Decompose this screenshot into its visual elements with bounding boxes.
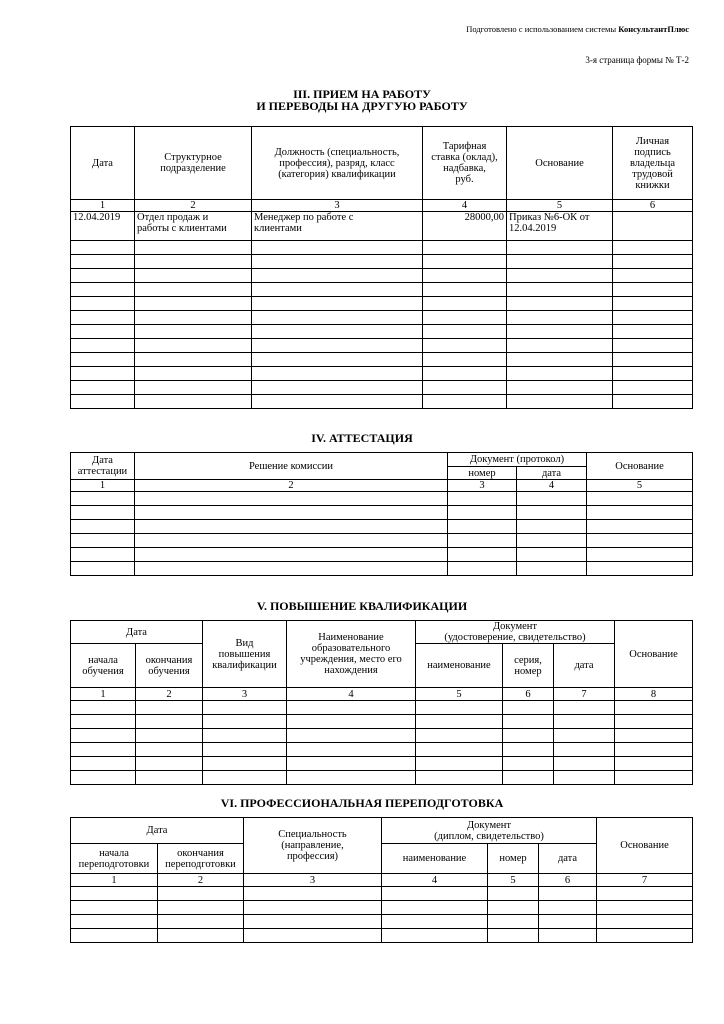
empty-cell[interactable] [554,701,615,715]
empty-cell[interactable] [135,325,252,339]
col-header-basis: Основание [597,818,693,874]
empty-cell[interactable] [597,915,693,929]
empty-cell[interactable] [71,255,135,269]
col-header-start: начала переподготовки [71,844,158,874]
empty-cell[interactable] [613,255,693,269]
empty-cell[interactable] [71,743,136,757]
col-header-kind: Вид повышения квалификации [203,621,287,688]
empty-cell[interactable] [252,339,423,353]
table-row [71,367,693,381]
empty-cell[interactable] [517,562,587,576]
col-number: 6 [539,874,597,887]
empty-cell[interactable] [503,743,554,757]
col-header-attestation-date: Дата аттестации [71,453,135,480]
col-header-department: Структурное подразделение [135,127,252,200]
table-row [71,297,693,311]
empty-cell[interactable] [252,283,423,297]
empty-cell[interactable] [287,743,416,757]
empty-cell[interactable] [615,715,693,729]
cell-signature [613,212,693,241]
empty-cell[interactable] [71,534,135,548]
empty-cell[interactable] [517,506,587,520]
col-number: 7 [597,874,693,887]
col-header-institution: Наименование образовательного учреждения, место его нахождения [287,621,416,688]
empty-cell[interactable] [554,729,615,743]
empty-cell[interactable] [613,325,693,339]
table-row [71,771,693,785]
empty-cell[interactable] [203,771,287,785]
col-number: 2 [158,874,244,887]
empty-cell[interactable] [71,701,136,715]
col-header-number: номер [448,467,517,480]
empty-cell[interactable] [539,901,597,915]
col-number: 5 [507,200,613,212]
col-header-doc-name: наименование [416,644,503,688]
empty-cell[interactable] [517,520,587,534]
table-row [71,887,693,901]
empty-cell[interactable] [507,269,613,283]
empty-cell[interactable] [507,241,613,255]
empty-cell[interactable] [503,757,554,771]
empty-cell[interactable] [423,339,507,353]
empty-cell[interactable] [71,901,158,915]
cell-department: Отдел продаж и работы с клиентами [135,212,252,241]
empty-cell[interactable] [252,395,423,409]
empty-cell[interactable] [423,353,507,367]
col-header-series: серия, номер [503,644,554,688]
empty-cell[interactable] [203,701,287,715]
empty-cell[interactable] [287,771,416,785]
empty-cell[interactable] [71,492,135,506]
col-number: 6 [503,688,554,701]
empty-cell[interactable] [507,297,613,311]
form-page-label: 3-я страница формы № Т-2 [585,55,689,65]
empty-cell[interactable] [488,901,539,915]
empty-cell[interactable] [135,562,448,576]
empty-cell[interactable] [416,701,503,715]
empty-cell[interactable] [507,395,613,409]
col-number: 3 [448,480,517,492]
empty-cell[interactable] [613,367,693,381]
empty-cell[interactable] [135,311,252,325]
empty-cell[interactable] [382,915,488,929]
empty-cell[interactable] [244,887,382,901]
empty-cell[interactable] [448,520,517,534]
empty-cell[interactable] [597,929,693,943]
attestation-table [70,452,693,576]
empty-cell[interactable] [615,701,693,715]
empty-cell[interactable] [203,757,287,771]
empty-cell[interactable] [71,915,158,929]
empty-cell[interactable] [135,283,252,297]
table-row [71,915,693,929]
col-number: 2 [135,200,252,212]
empty-cell[interactable] [252,241,423,255]
empty-cell[interactable] [244,929,382,943]
empty-cell[interactable] [244,901,382,915]
table-row [71,534,693,548]
table-row [71,381,693,395]
empty-cell[interactable] [71,548,135,562]
empty-cell[interactable] [252,353,423,367]
col-header-date: Дата [71,621,203,644]
empty-cell[interactable] [488,915,539,929]
col-number: 7 [554,688,615,701]
col-number: 1 [71,200,135,212]
table-row [71,241,693,255]
empty-cell[interactable] [71,367,135,381]
empty-cell[interactable] [136,743,203,757]
empty-cell[interactable] [423,269,507,283]
empty-cell[interactable] [71,339,135,353]
empty-cell[interactable] [613,311,693,325]
empty-cell[interactable] [587,562,693,576]
empty-cell[interactable] [597,901,693,915]
empty-cell[interactable] [507,255,613,269]
empty-cell[interactable] [423,325,507,339]
empty-cell[interactable] [71,562,135,576]
empty-cell[interactable] [507,367,613,381]
col-number: 3 [203,688,287,701]
qualification-table [70,620,693,785]
empty-cell[interactable] [71,729,136,743]
empty-cell[interactable] [448,534,517,548]
empty-cell[interactable] [613,353,693,367]
col-header-date: Дата [71,127,135,200]
col-header-doc-date: дата [539,844,597,874]
empty-cell[interactable] [287,729,416,743]
empty-cell[interactable] [597,887,693,901]
empty-cell[interactable] [203,715,287,729]
empty-cell[interactable] [252,367,423,381]
empty-cell[interactable] [71,297,135,311]
empty-cell[interactable] [507,381,613,395]
table-row [71,701,693,715]
empty-cell[interactable] [615,743,693,757]
table-row [71,562,693,576]
empty-cell[interactable] [423,367,507,381]
table-row [71,269,693,283]
empty-cell[interactable] [158,887,244,901]
col-header-doc-date: дата [554,644,615,688]
empty-cell[interactable] [158,929,244,943]
col-header-doc-date: дата [517,467,587,480]
table-row [71,520,693,534]
empty-cell[interactable] [382,887,488,901]
empty-cell[interactable] [488,929,539,943]
empty-cell[interactable] [135,506,448,520]
table-row [71,492,693,506]
empty-cell[interactable] [252,297,423,311]
col-number: 5 [587,480,693,492]
empty-cell[interactable] [71,381,135,395]
empty-cell[interactable] [287,715,416,729]
col-header-signature: Личная подпись владельца трудовой книжки [613,127,693,200]
empty-cell[interactable] [71,715,136,729]
col-header-end: окончания переподготовки [158,844,244,874]
empty-cell[interactable] [507,325,613,339]
col-header-position: Должность (специальность, профессия), разряд, класс (категория) квалификации [252,127,423,200]
section-6-title: VI. ПРОФЕССИОНАЛЬНАЯ ПЕРЕПОДГОТОВКА [220,796,504,810]
section-3-title: III. ПРИЕМ НА РАБОТУ И ПЕРЕВОДЫ НА ДРУГУЮ РАБОТУ [256,87,468,113]
empty-cell[interactable] [503,715,554,729]
col-number: 5 [416,688,503,701]
empty-cell[interactable] [554,743,615,757]
empty-cell[interactable] [503,729,554,743]
empty-cell[interactable] [448,492,517,506]
col-number: 4 [517,480,587,492]
empty-cell[interactable] [613,395,693,409]
empty-cell[interactable] [613,297,693,311]
empty-cell[interactable] [252,255,423,269]
col-number: 4 [423,200,507,212]
table-row [71,743,693,757]
col-number: 3 [244,874,382,887]
col-header-basis: Основание [587,453,693,480]
empty-cell[interactable] [135,367,252,381]
empty-cell[interactable] [71,520,135,534]
empty-cell[interactable] [554,771,615,785]
empty-cell[interactable] [613,241,693,255]
empty-cell[interactable] [539,915,597,929]
empty-cell[interactable] [539,887,597,901]
col-header-basis: Основание [615,621,693,688]
empty-cell[interactable] [136,701,203,715]
section-4-title: IV. АТТЕСТАЦИЯ [311,431,413,445]
col-number: 1 [71,480,135,492]
empty-cell[interactable] [423,255,507,269]
empty-cell[interactable] [135,395,252,409]
empty-cell[interactable] [252,269,423,283]
empty-cell[interactable] [587,506,693,520]
col-header-end: окончания обучения [136,644,203,688]
empty-cell[interactable] [539,929,597,943]
empty-cell[interactable] [287,701,416,715]
empty-cell[interactable] [136,715,203,729]
empty-cell[interactable] [135,534,448,548]
empty-cell[interactable] [71,506,135,520]
empty-cell[interactable] [287,757,416,771]
empty-cell[interactable] [423,283,507,297]
empty-cell[interactable] [423,311,507,325]
empty-cell[interactable] [135,241,252,255]
empty-cell[interactable] [587,520,693,534]
empty-cell[interactable] [382,901,488,915]
col-header-date: Дата [71,818,244,844]
empty-cell[interactable] [135,255,252,269]
section-5-title: V. ПОВЫШЕНИЕ КВАЛИФИКАЦИИ [256,599,468,613]
col-header-document: Документ (протокол) [448,453,587,467]
empty-cell[interactable] [158,915,244,929]
empty-cell[interactable] [71,311,135,325]
empty-cell[interactable] [136,729,203,743]
col-number: 2 [136,688,203,701]
empty-cell[interactable] [416,757,503,771]
table-row [71,212,693,241]
col-number: 5 [488,874,539,887]
empty-cell[interactable] [613,283,693,297]
table-row [71,283,693,297]
table-row [71,548,693,562]
empty-cell[interactable] [416,771,503,785]
empty-cell[interactable] [517,492,587,506]
col-number: 4 [382,874,488,887]
empty-cell[interactable] [613,269,693,283]
empty-cell[interactable] [71,269,135,283]
empty-cell[interactable] [135,520,448,534]
empty-cell[interactable] [135,381,252,395]
col-header-specialty: Специальность (направление, профессия) [244,818,382,874]
empty-cell[interactable] [135,339,252,353]
col-number: 1 [71,688,136,701]
empty-cell[interactable] [554,715,615,729]
empty-cell[interactable] [135,269,252,283]
empty-cell[interactable] [71,353,135,367]
table-row [71,757,693,771]
col-header-start: начала обучения [71,644,136,688]
table-row [71,929,693,943]
empty-cell[interactable] [71,325,135,339]
empty-cell[interactable] [615,729,693,743]
empty-cell[interactable] [613,339,693,353]
empty-cell[interactable] [423,297,507,311]
table-row [71,729,693,743]
col-header-basis: Основание [507,127,613,200]
col-number: 6 [613,200,693,212]
cell-salary: 28000,00 [423,212,507,241]
empty-cell[interactable] [136,771,203,785]
col-header-decision: Решение комиссии [135,453,448,480]
empty-cell[interactable] [382,929,488,943]
col-header-doc-name: наименование [382,844,488,874]
empty-cell[interactable] [203,729,287,743]
col-number: 4 [287,688,416,701]
empty-cell[interactable] [587,534,693,548]
empty-cell[interactable] [416,743,503,757]
table-row [71,325,693,339]
empty-cell[interactable] [135,353,252,367]
empty-cell[interactable] [135,297,252,311]
retraining-table [70,817,693,943]
col-header-document: Документ (диплом, свидетельство) [382,818,597,844]
empty-cell[interactable] [252,381,423,395]
cell-date: 12.04.2019 [71,212,135,241]
empty-cell[interactable] [448,548,517,562]
empty-cell[interactable] [71,757,136,771]
table-row [71,901,693,915]
empty-cell[interactable] [252,311,423,325]
table-row [71,506,693,520]
empty-cell[interactable] [488,887,539,901]
empty-cell[interactable] [135,492,448,506]
empty-cell[interactable] [554,757,615,771]
col-header-number: номер [488,844,539,874]
col-number: 2 [135,480,448,492]
empty-cell[interactable] [136,757,203,771]
empty-cell[interactable] [71,887,158,901]
cell-position: Менеджер по работе с клиентами [252,212,423,241]
empty-cell[interactable] [244,915,382,929]
empty-cell[interactable] [517,548,587,562]
table-row [71,255,693,269]
empty-cell[interactable] [517,534,587,548]
empty-cell[interactable] [587,548,693,562]
empty-cell[interactable] [416,715,503,729]
empty-cell[interactable] [587,492,693,506]
empty-cell[interactable] [71,283,135,297]
empty-cell[interactable] [423,241,507,255]
empty-cell[interactable] [423,381,507,395]
empty-cell[interactable] [252,325,423,339]
table-row [71,395,693,409]
col-header-document: Документ (удостоверение, свидетельство) [416,621,615,644]
col-number: 1 [71,874,158,887]
empty-cell[interactable] [71,395,135,409]
prepared-note: Подготовлено с использованием системы КонсультантПлюс [466,24,689,34]
empty-cell[interactable] [158,901,244,915]
empty-cell[interactable] [507,353,613,367]
empty-cell[interactable] [503,771,554,785]
table-row [71,353,693,367]
empty-cell[interactable] [613,381,693,395]
empty-cell[interactable] [416,729,503,743]
empty-cell[interactable] [448,562,517,576]
empty-cell[interactable] [503,701,554,715]
hiring-table [70,126,693,409]
empty-cell[interactable] [507,283,613,297]
table-row [71,715,693,729]
empty-cell[interactable] [71,241,135,255]
empty-cell[interactable] [615,757,693,771]
empty-cell[interactable] [507,311,613,325]
col-number: 8 [615,688,693,701]
cell-basis: Приказ №6-ОК от 12.04.2019 [507,212,613,241]
empty-cell[interactable] [71,929,158,943]
empty-cell[interactable] [71,771,136,785]
empty-cell[interactable] [615,771,693,785]
empty-cell[interactable] [423,395,507,409]
col-header-salary: Тарифная ставка (оклад), надбавка, руб. [423,127,507,200]
col-number: 3 [252,200,423,212]
empty-cell[interactable] [448,506,517,520]
empty-cell[interactable] [203,743,287,757]
empty-cell[interactable] [135,548,448,562]
table-row [71,311,693,325]
table-row [71,339,693,353]
empty-cell[interactable] [507,339,613,353]
